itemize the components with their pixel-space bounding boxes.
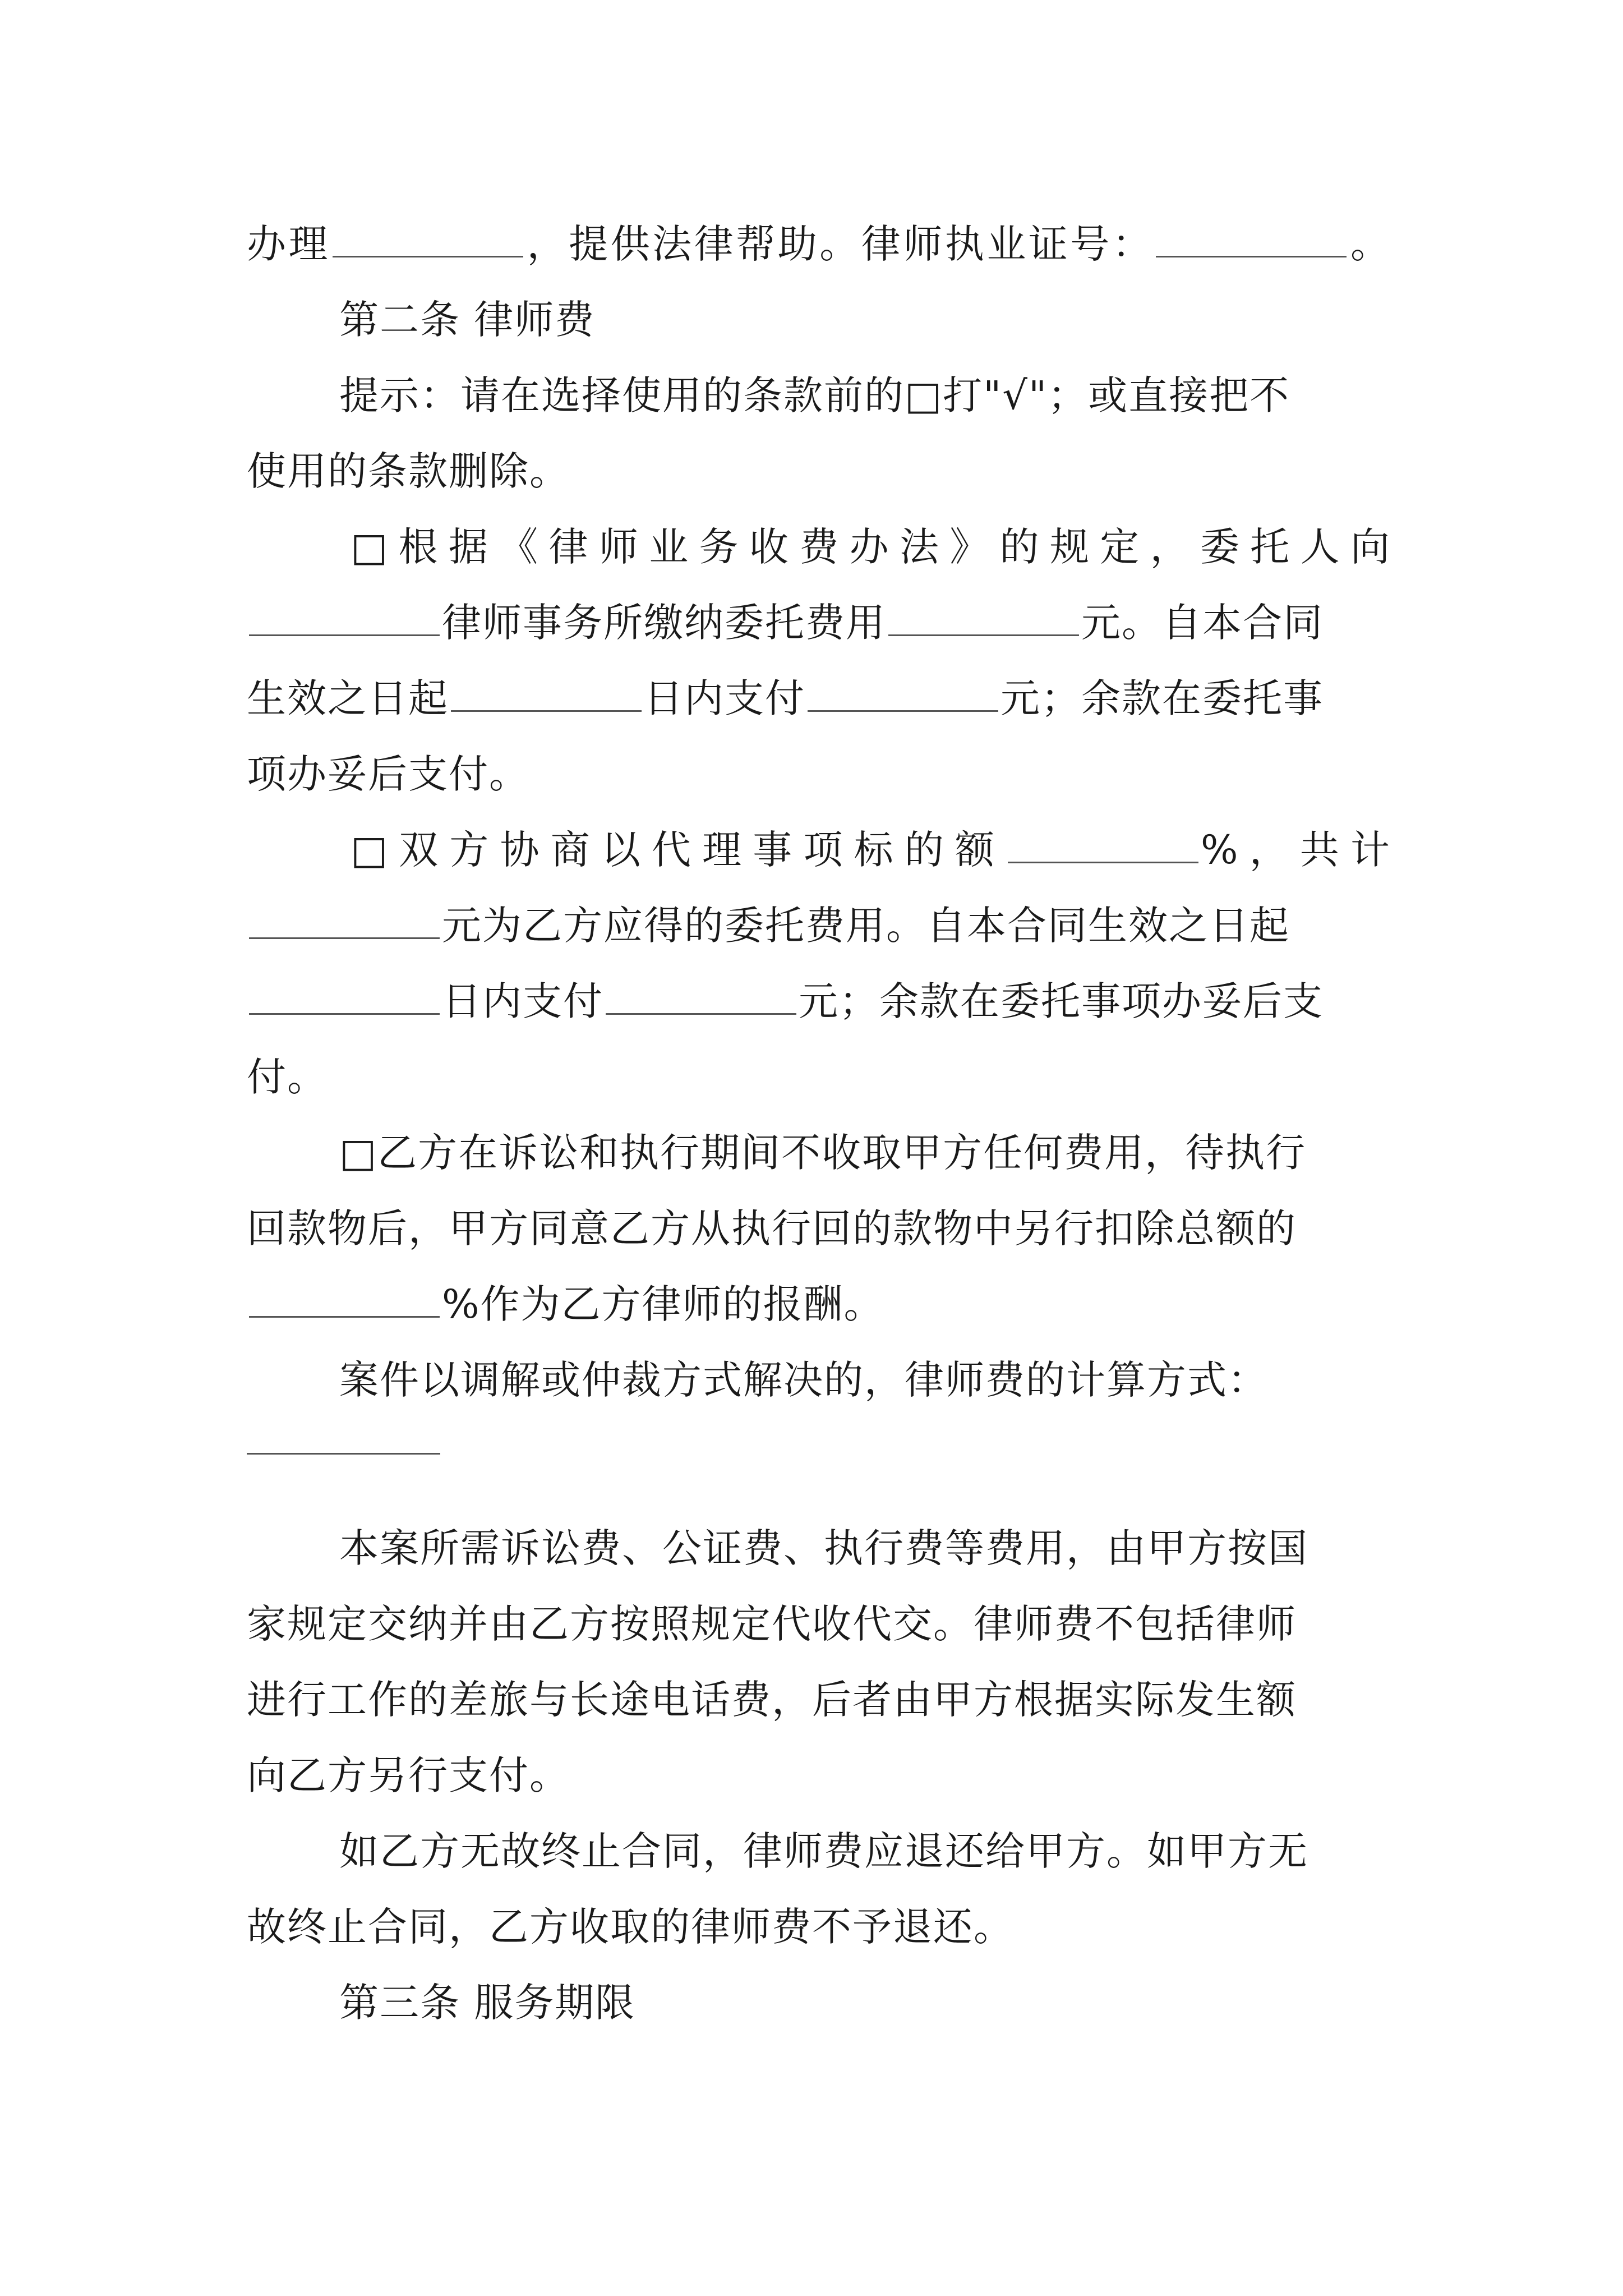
text-span: 律师事务所缴纳委托费用 — [442, 600, 886, 646]
text-line — [247, 1273, 1391, 1335]
fill-blank[interactable] — [249, 979, 440, 1015]
termination-line-1: 如乙方无故终止合同，律师费应退还给甲方。如甲方无 — [339, 1828, 1308, 1874]
text-span: 办理 — [247, 221, 331, 267]
text-line — [351, 819, 1391, 881]
text-line — [247, 213, 1391, 275]
text-line — [247, 592, 1391, 654]
article-2-heading: 第二条 律师费 — [339, 297, 596, 343]
text-span: □双方协商以代理事项标的额 — [351, 827, 1006, 873]
text-line — [247, 895, 1391, 956]
text-span: 元；余款在委托事 — [1000, 675, 1324, 721]
fill-blank[interactable] — [249, 1282, 440, 1318]
option-3-line-2: 回款物后，甲方同意乙方从执行回的款物中另行扣除总额的 — [247, 1205, 1297, 1251]
text-span: %作为乙方律师的报酬。 — [442, 1281, 884, 1327]
option-1-line-1: □根据《律师业务收费办法》的规定，委托人向 — [351, 524, 1391, 570]
text-span: ，提供法律帮助。律师执业证号： — [525, 221, 1154, 267]
fill-blank[interactable] — [888, 601, 1079, 636]
fill-blank[interactable] — [247, 1453, 440, 1455]
costs-line-4: 向乙方另行支付。 — [247, 1752, 570, 1798]
fill-blank[interactable] — [249, 904, 440, 939]
hint-line-1: 提示：请在选择使用的条款前的□打"√"；或直接把不 — [339, 372, 1290, 418]
costs-line-3: 进行工作的差旅与长途电话费，后者由甲方根据实际发生额 — [247, 1677, 1297, 1723]
article-3-heading: 第三条 服务期限 — [339, 1980, 636, 2026]
costs-line-2: 家规定交纳并由乙方按照规定代收代交。律师费不包括律师 — [247, 1601, 1297, 1647]
fill-blank[interactable] — [333, 222, 523, 257]
fill-blank[interactable] — [451, 677, 642, 712]
option-3-line-1: □乙方在诉讼和执行期间不收取甲方任何费用，待执行 — [339, 1130, 1307, 1176]
text-span: 日内支付 — [644, 675, 805, 721]
option-2-line-4: 付。 — [247, 1054, 328, 1100]
text-span: 元。自本合同 — [1081, 600, 1324, 646]
fill-blank[interactable] — [1008, 828, 1198, 863]
termination-line-2: 故终止合同，乙方收取的律师费不予退还。 — [247, 1904, 1014, 1950]
text-span: 日内支付 — [442, 978, 603, 1024]
text-line — [247, 970, 1391, 1032]
fill-blank[interactable] — [606, 979, 796, 1015]
text-line — [247, 668, 1391, 729]
fill-blank[interactable] — [1156, 222, 1347, 257]
option-1-line-4: 项办妥后支付。 — [247, 751, 529, 797]
text-span: 。 — [1349, 221, 1391, 267]
fill-blank[interactable] — [249, 601, 440, 636]
fill-blank[interactable] — [808, 677, 998, 712]
mediation-line: 案件以调解或仲裁方式解决的，律师费的计算方式： — [339, 1357, 1268, 1403]
text-span: %，共计 — [1201, 827, 1391, 873]
text-span: 生效之日起 — [247, 675, 449, 721]
text-span: 元为乙方应得的委托费用。自本合同生效之日起 — [442, 903, 1290, 949]
costs-line-1: 本案所需诉讼费、公证费、执行费等费用，由甲方按国 — [339, 1525, 1308, 1571]
text-span: 元；余款在委托事项办妥后支 — [799, 978, 1324, 1024]
hint-line-2: 使用的条款删除。 — [247, 448, 570, 494]
